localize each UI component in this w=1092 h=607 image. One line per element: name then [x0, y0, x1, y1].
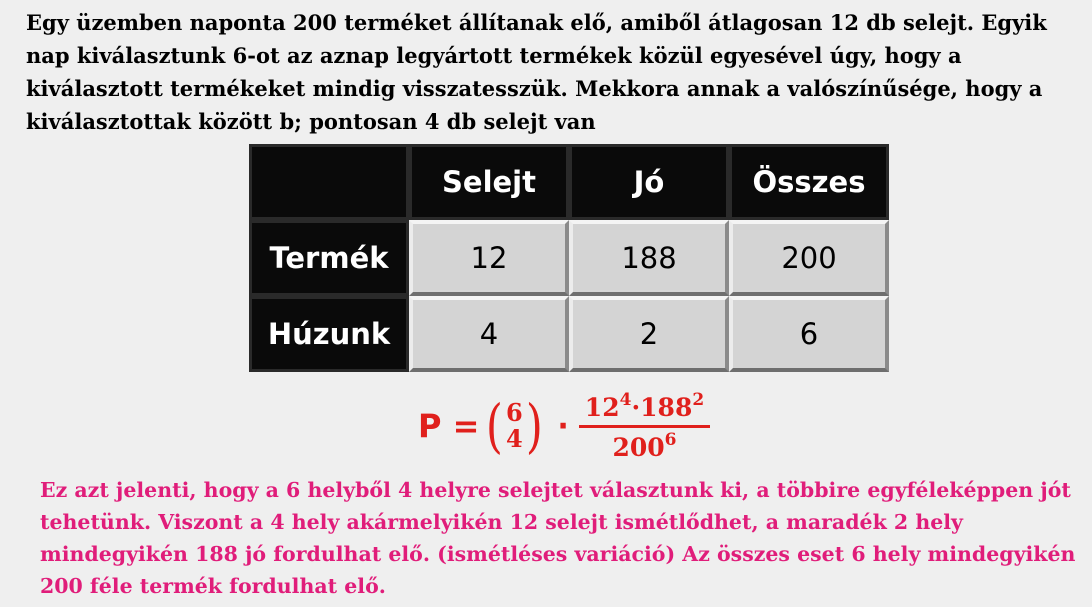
cell-termek-jo: 188	[569, 220, 729, 296]
num-dot: ·	[631, 393, 641, 422]
problem-text: Egy üzemben naponta 200 terméket állítanak elő, amiből átlagosan 12 db selejt. Egyik nap kiválasztunk 6-ot az aznap legyártott termékek közül egyesével úgy, hogy a kiválasztott termékeket mindig visszatesszük. Mekkora annak a valószínűsége, hogy a kiválasztottak között b; pontosan 4 db selejt van	[26, 10, 1047, 134]
multiply-dot: ·	[557, 408, 569, 444]
den-base: 200	[612, 433, 665, 462]
den-exp: 6	[664, 430, 677, 450]
binomial-coefficient	[483, 392, 545, 460]
left-paren: (	[486, 392, 504, 460]
cell-termek-osszes: 200	[729, 220, 889, 296]
probability-formula	[418, 386, 710, 466]
num-base1: 12	[584, 393, 620, 422]
cell-huzunk-jo: 2	[569, 296, 729, 372]
cell-huzunk-osszes: 6	[729, 296, 889, 372]
header-osszes: Összes	[729, 144, 889, 220]
row-label-termek: Termék	[249, 220, 409, 296]
row-label-huzunk: Húzunk	[249, 296, 409, 372]
header-jo: Jó	[569, 144, 729, 220]
fraction-denominator	[612, 428, 676, 462]
right-paren: )	[525, 392, 543, 460]
table-corner-cell	[249, 144, 409, 220]
num-exp1: 4	[619, 390, 632, 410]
binom-bottom: 4	[506, 424, 523, 453]
cell-termek-selejt: 12	[409, 220, 569, 296]
fraction-numerator	[579, 390, 710, 428]
binom-top: 6	[506, 398, 523, 427]
explanation-text: Ez azt jelenti, hogy a 6 helyből 4 helyre selejtet választunk ki, a többire egyféleképpen jót tehetünk. Viszont a 4 hely akármelyikén 12 selejt ismétlődhet, a maradék 2 hely mindegyikén 188 jó fordulhat elő. (ismétléses variáció) Az összes eset 6 hely mindegyikén 200 féle termék fordulhat elő.	[40, 478, 1076, 598]
num-exp2: 2	[692, 390, 705, 410]
data-table	[249, 144, 889, 372]
cell-huzunk-selejt: 4	[409, 296, 569, 372]
header-selejt: Selejt	[409, 144, 569, 220]
num-base2: 188	[640, 393, 693, 422]
fraction	[579, 390, 710, 462]
formula-lhs: P =	[418, 407, 480, 445]
